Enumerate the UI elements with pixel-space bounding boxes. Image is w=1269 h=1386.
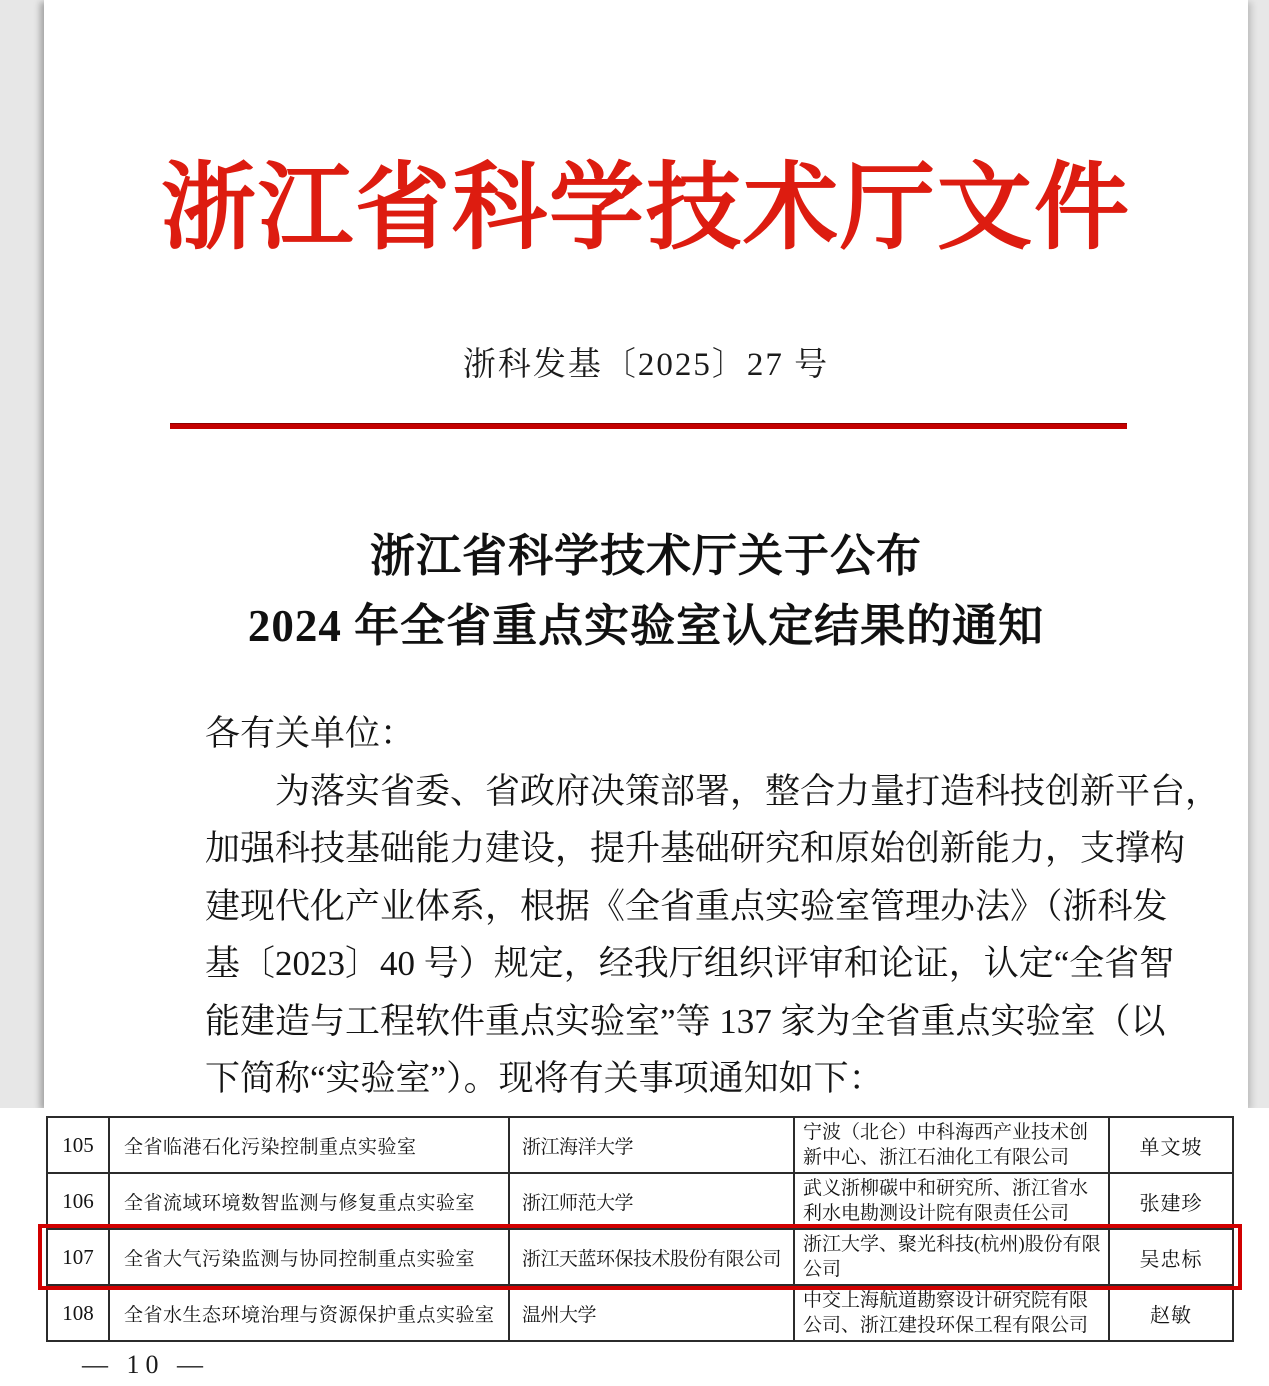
row-number-cell: 105 xyxy=(47,1117,109,1173)
partner-orgs-cell: 浙江大学、聚光科技(杭州)股份有限公司 xyxy=(794,1229,1109,1285)
body-line: 下简称“实验室”）。现将有关事项通知如下： xyxy=(205,1059,884,1098)
institution-cell: 温州大学 xyxy=(509,1285,794,1341)
body-line: 加强科技基础能力建设，提升基础研究和原始创新能力，支撑构 xyxy=(205,829,1186,868)
results-table-wrap xyxy=(46,1116,1232,1342)
lab-name-cell: 全省流域环境数智监测与修复重点实验室 xyxy=(109,1173,509,1229)
body-line: 能建造与工程软件重点实验室”等 137 家为全省重点实验室（以 xyxy=(205,1001,1166,1041)
institution-cell: 浙江师范大学 xyxy=(509,1173,794,1229)
document-number: 浙科发基〔2025〕27 号 xyxy=(462,347,830,383)
body-text xyxy=(205,705,1221,1108)
row-number-cell: 107 xyxy=(47,1229,109,1285)
table-row xyxy=(47,1285,1233,1341)
body-paragraph xyxy=(205,763,1221,1108)
partner-orgs-cell: 武义浙柳碳中和研究所、浙江省水利水电勘测设计院有限责任公司 xyxy=(794,1173,1109,1229)
table-row xyxy=(47,1229,1233,1285)
document-page xyxy=(44,0,1248,1108)
red-divider-rule xyxy=(170,423,1127,429)
results-table xyxy=(46,1116,1234,1342)
table-row xyxy=(47,1173,1233,1229)
director-cell: 张建珍 xyxy=(1109,1173,1233,1229)
table-row xyxy=(47,1117,1233,1173)
notice-title-line-1: 浙江省科学技术厅关于公布 xyxy=(369,531,922,581)
lab-name-cell: 全省大气污染监测与协同控制重点实验室 xyxy=(109,1229,509,1285)
notice-title xyxy=(44,521,1248,661)
lab-name-cell: 全省临港石化污染控制重点实验室 xyxy=(109,1117,509,1173)
partner-orgs-cell: 宁波（北仑）中科海西产业技术创新中心、浙江石油化工有限公司 xyxy=(794,1117,1109,1173)
institution-cell: 浙江海洋大学 xyxy=(509,1117,794,1173)
director-cell: 吴忠标 xyxy=(1109,1229,1233,1285)
lab-name-cell: 全省水生态环境治理与资源保护重点实验室 xyxy=(109,1285,509,1341)
page-number: — 10 — xyxy=(82,1350,209,1379)
notice-title-line-2: 2024 年全省重点实验室认定结果的通知 xyxy=(247,601,1045,651)
body-line: 建现代化产业体系，根据《全省重点实验室管理办法》（浙科发 xyxy=(205,886,1168,926)
body-line: 为落实省委、省政府决策部署，整合力量打造科技创新平台， xyxy=(275,771,1221,811)
body-line: 基〔2023〕40 号）规定，经我厅组织评审和论证，认定“全省智 xyxy=(205,944,1175,983)
row-number-cell: 106 xyxy=(47,1173,109,1229)
director-cell: 单文坡 xyxy=(1109,1117,1233,1173)
partner-orgs-cell: 中交上海航道勘察设计研究院有限公司、浙江建投环保工程有限公司 xyxy=(794,1285,1109,1341)
letterhead-title: 浙江省科学技术厅文件 xyxy=(160,155,1131,261)
institution-cell: 浙江天蓝环保技术股份有限公司 xyxy=(509,1229,794,1285)
row-number-cell: 108 xyxy=(47,1285,109,1341)
table-section xyxy=(0,1108,1269,1386)
director-cell: 赵敏 xyxy=(1109,1285,1233,1341)
salutation: 各有关单位： xyxy=(205,714,416,753)
